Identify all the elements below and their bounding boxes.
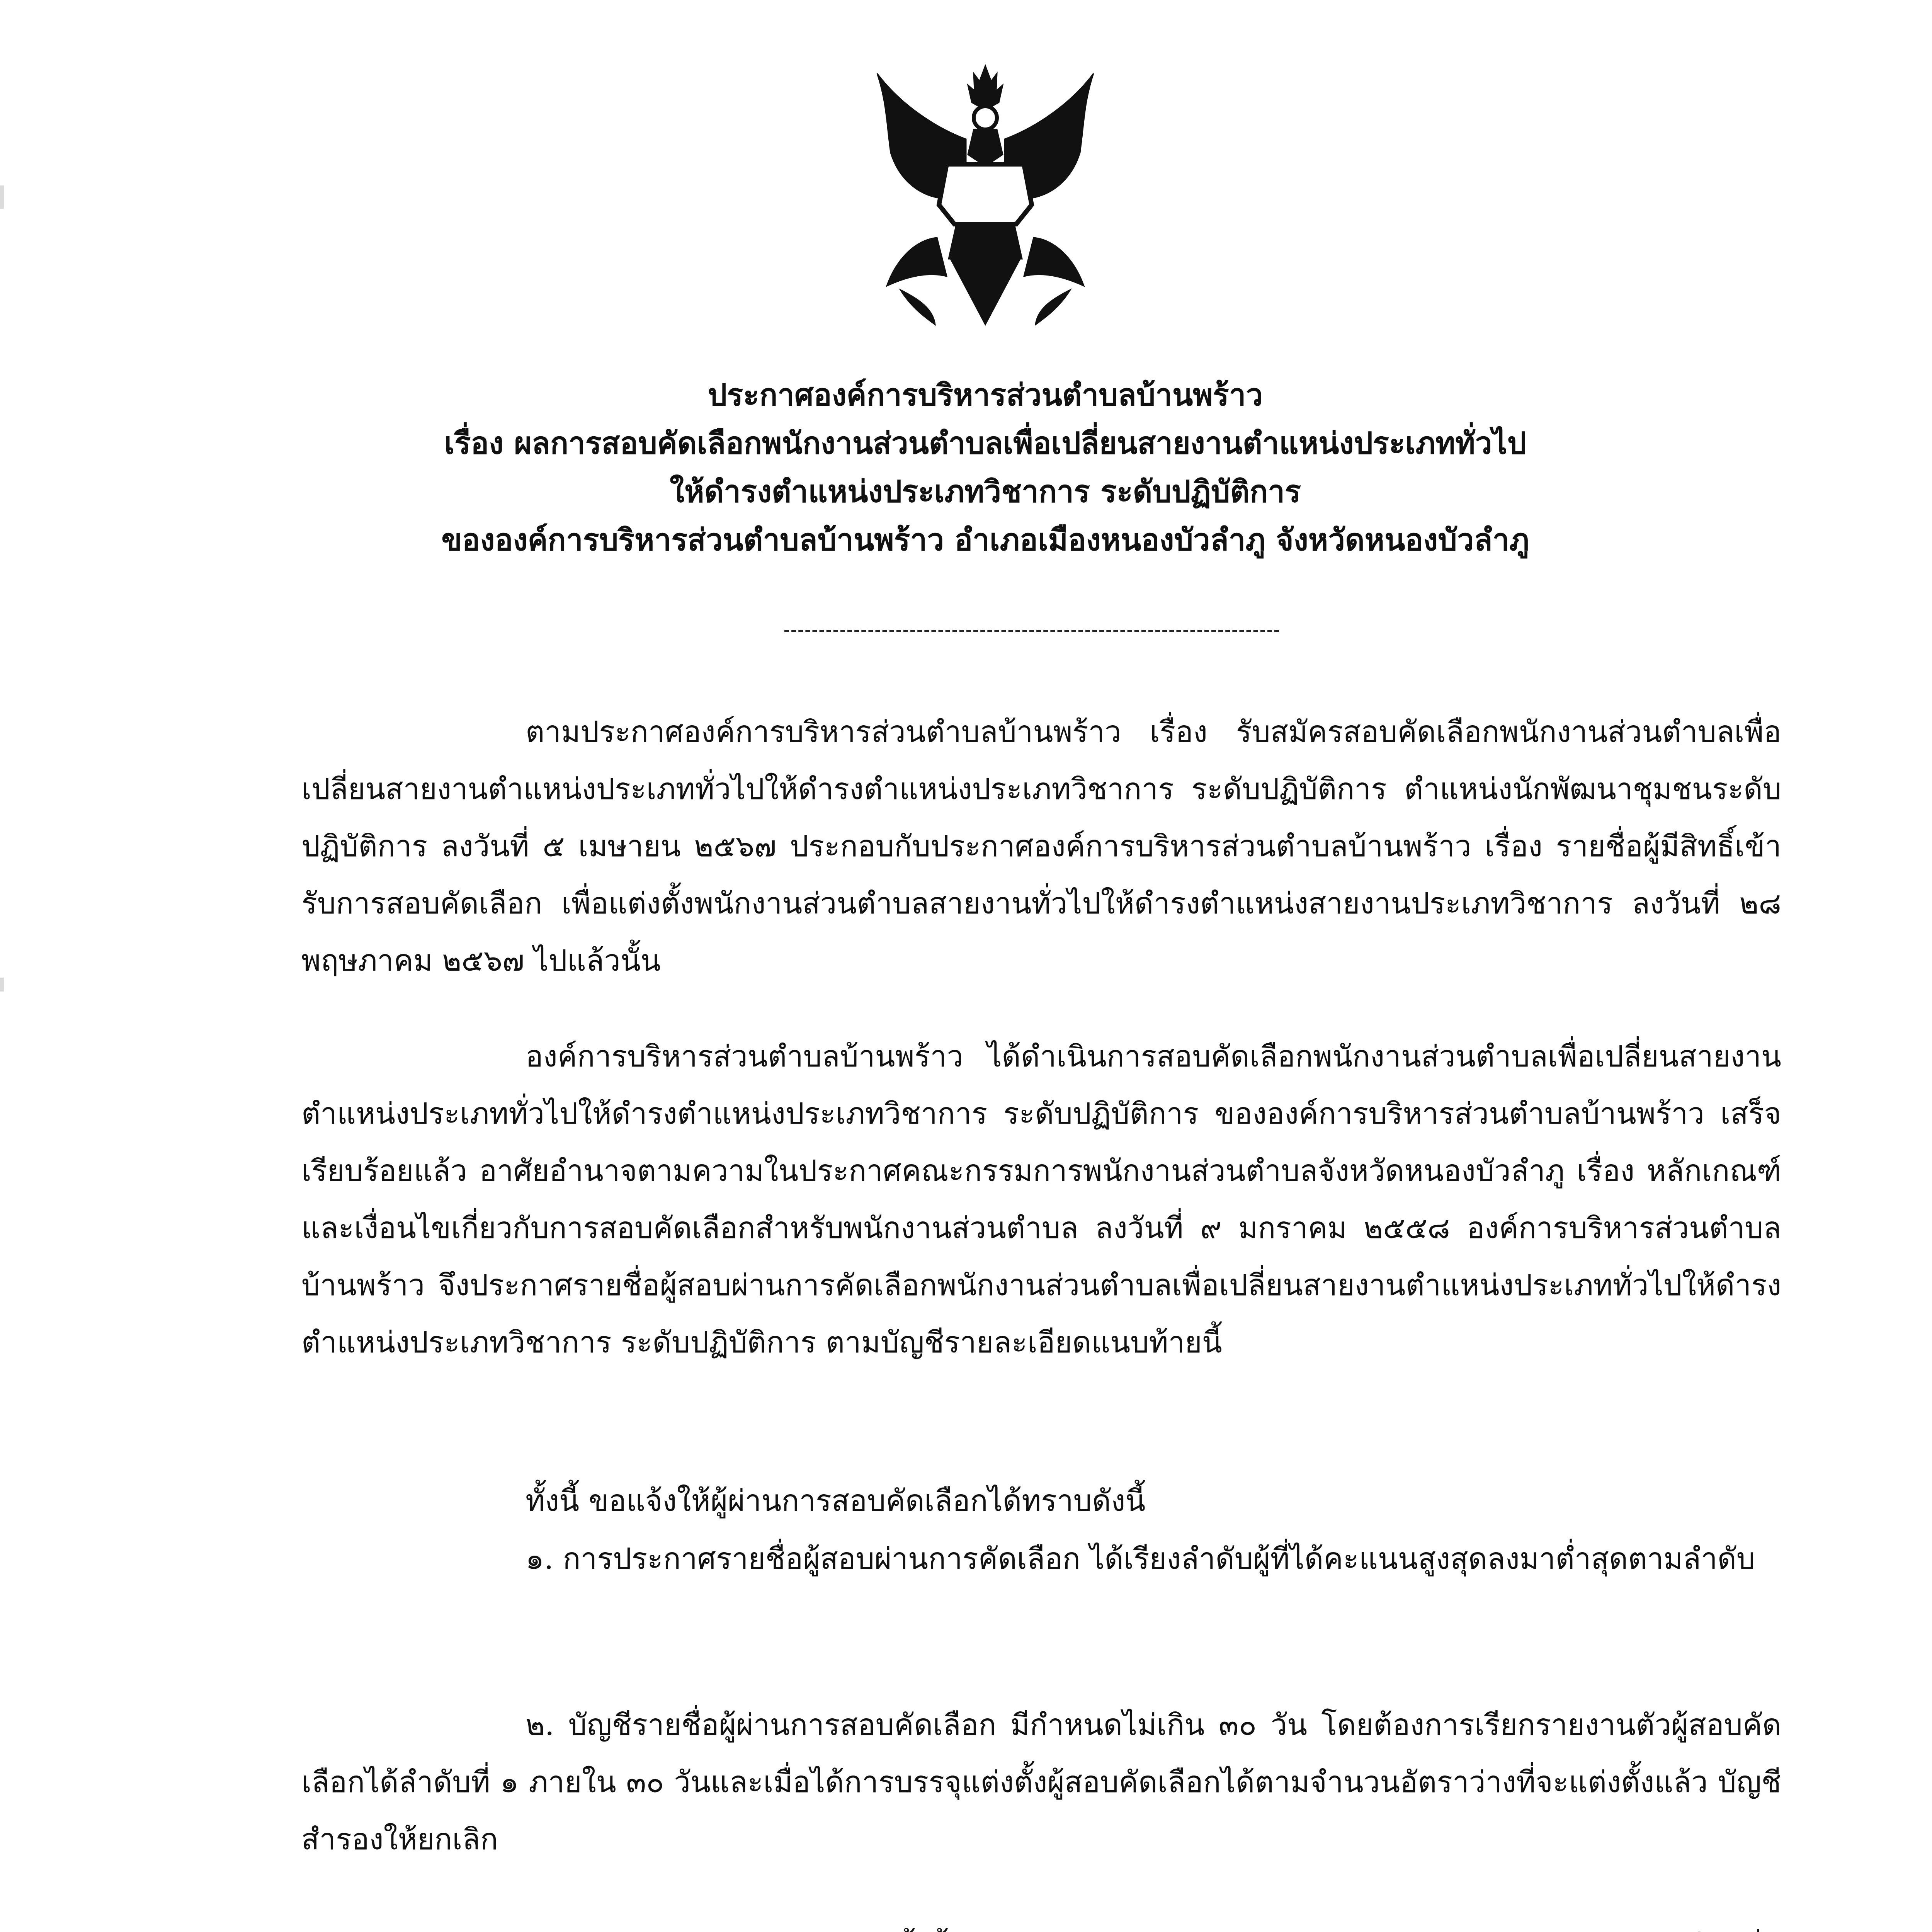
paragraph-text: ตามประกาศองค์การบริหารส่วนตำบลบ้านพร้าว เรื่อง รับสมัครสอบคัดเลือกพนักงานส่วนตำบลเพื่อเปลี่ยนสายงานตำแหน่งประเภททั่วไปให้ดำรงตำแหน่งประเภทวิชาการ ระดับปฏิบัติการ ตำแหน่งนักพัฒนาชุมชนระดับปฏิบัติการ ลงวันที่ ๕ เมษายน ๒๕๖๗ ประกอบกับประกาศองค์การบริหารส่วนตำบลบ้านพร้าว เรื่อง รายชื่อผู้มีสิทธิ์เข้ารับการสอบคัดเลือก เพื่อแต่งตั้งพนักงานส่วนตำบลสายงานทั่วไปให้ดำรงตำแหน่งสายงานประเภทวิชาการ ลงวันที่ ๒๘ พฤษภาคม ๒๕๖๗ ไปแล้วนั้น (301, 714, 1781, 978)
paragraph-announcement (301, 1028, 1781, 1371)
paragraph-text: ทั้งนี้ ขอแจ้งให้ผู้ผ่านการสอบคัดเลือกได้ทราบดังนี้ (526, 1483, 1146, 1518)
paragraph-notice-intro (301, 1472, 1781, 1529)
paragraph-item-2 (301, 1696, 1781, 1868)
scan-edge-mark (0, 185, 4, 209)
header-separator (784, 630, 1279, 632)
header-organization: ขององค์การบริหารส่วนตำบลบ้านพร้าว อำเภอเมืองหนองบัวลำภู จังหวัดหนองบัวลำภู (441, 522, 1529, 558)
paragraph-text: องค์การบริหารส่วนตำบลบ้านพร้าว ได้ดำเนินการสอบคัดเลือกพนักงานส่วนตำบลเพื่อเปลี่ยนสายงานตำแหน่งประเภททั่วไปให้ดำรงตำแหน่งประเภทวิชาการ ระดับปฏิบัติการ ขององค์การบริหารส่วนตำบลบ้านพร้าว เสร็จเรียบร้อยแล้ว อาศัยอำนาจตามความในประกาศคณะกรรมการพนักงานส่วนตำบลจังหวัดหนองบัวลำภู เรื่อง หลักเกณฑ์และเงื่อนไขเกี่ยวกับการสอบคัดเลือกสำหรับพนักงานส่วนตำบล ลงวันที่ ๙ มกราคม ๒๕๕๘ องค์การบริหารส่วนตำบลบ้านพร้าว จึงประกาศรายชื่อผู้สอบผ่านการคัดเลือกพนักงานส่วนตำบลเพื่อเปลี่ยนสายงานตำแหน่งประเภททั่วไปให้ดำรงตำแหน่งประเภทวิชาการ ระดับปฏิบัติการ ตามบัญชีรายละเอียดแนบท้ายนี้ (301, 1039, 1781, 1359)
paragraph-text: ๒. บัญชีรายชื่อผู้ผ่านการสอบคัดเลือก มีกำหนดไม่เกิน ๓๐ วัน โดยต้องการเรียกรายงานตัวผู้สอบคัดเลือกได้ลำดับที่ ๑ ภายใน ๓๐ วันและเมื่อได้การบรรจุแต่งตั้งผู้สอบคัดเลือกได้ตามจำนวนอัตราว่างที่จะแต่งตั้งแล้ว บัญชีสำรองให้ยกเลิก (301, 1708, 1781, 1856)
paragraph-reference (301, 703, 1781, 989)
paragraph-item-1 (301, 1530, 1781, 1587)
header-position: ให้ดำรงตำแหน่งประเภทวิชาการ ระดับปฏิบัติการ (670, 474, 1301, 509)
header-subject: เรื่อง ผลการสอบคัดเลือกพนักงานส่วนตำบลเพื่อเปลี่ยนสายงานตำแหน่งประเภททั่วไป (444, 426, 1527, 461)
header-title: ประกาศองค์การบริหารส่วนตำบลบ้านพร้าว (707, 378, 1263, 413)
announcement-header (270, 371, 1700, 564)
paragraph-item-3 (301, 1920, 1781, 1932)
paragraph-text: ๑. การประกาศรายชื่อผู้สอบผ่านการคัดเลือก ได้เรียงลำดับผู้ที่ได้คะแนนสูงสุดลงมาต่ำสุดตามลำดับ (526, 1541, 1755, 1576)
scan-edge-mark (0, 978, 4, 992)
paragraph-text (301, 1920, 1781, 1932)
garuda-emblem-icon (850, 58, 1121, 328)
